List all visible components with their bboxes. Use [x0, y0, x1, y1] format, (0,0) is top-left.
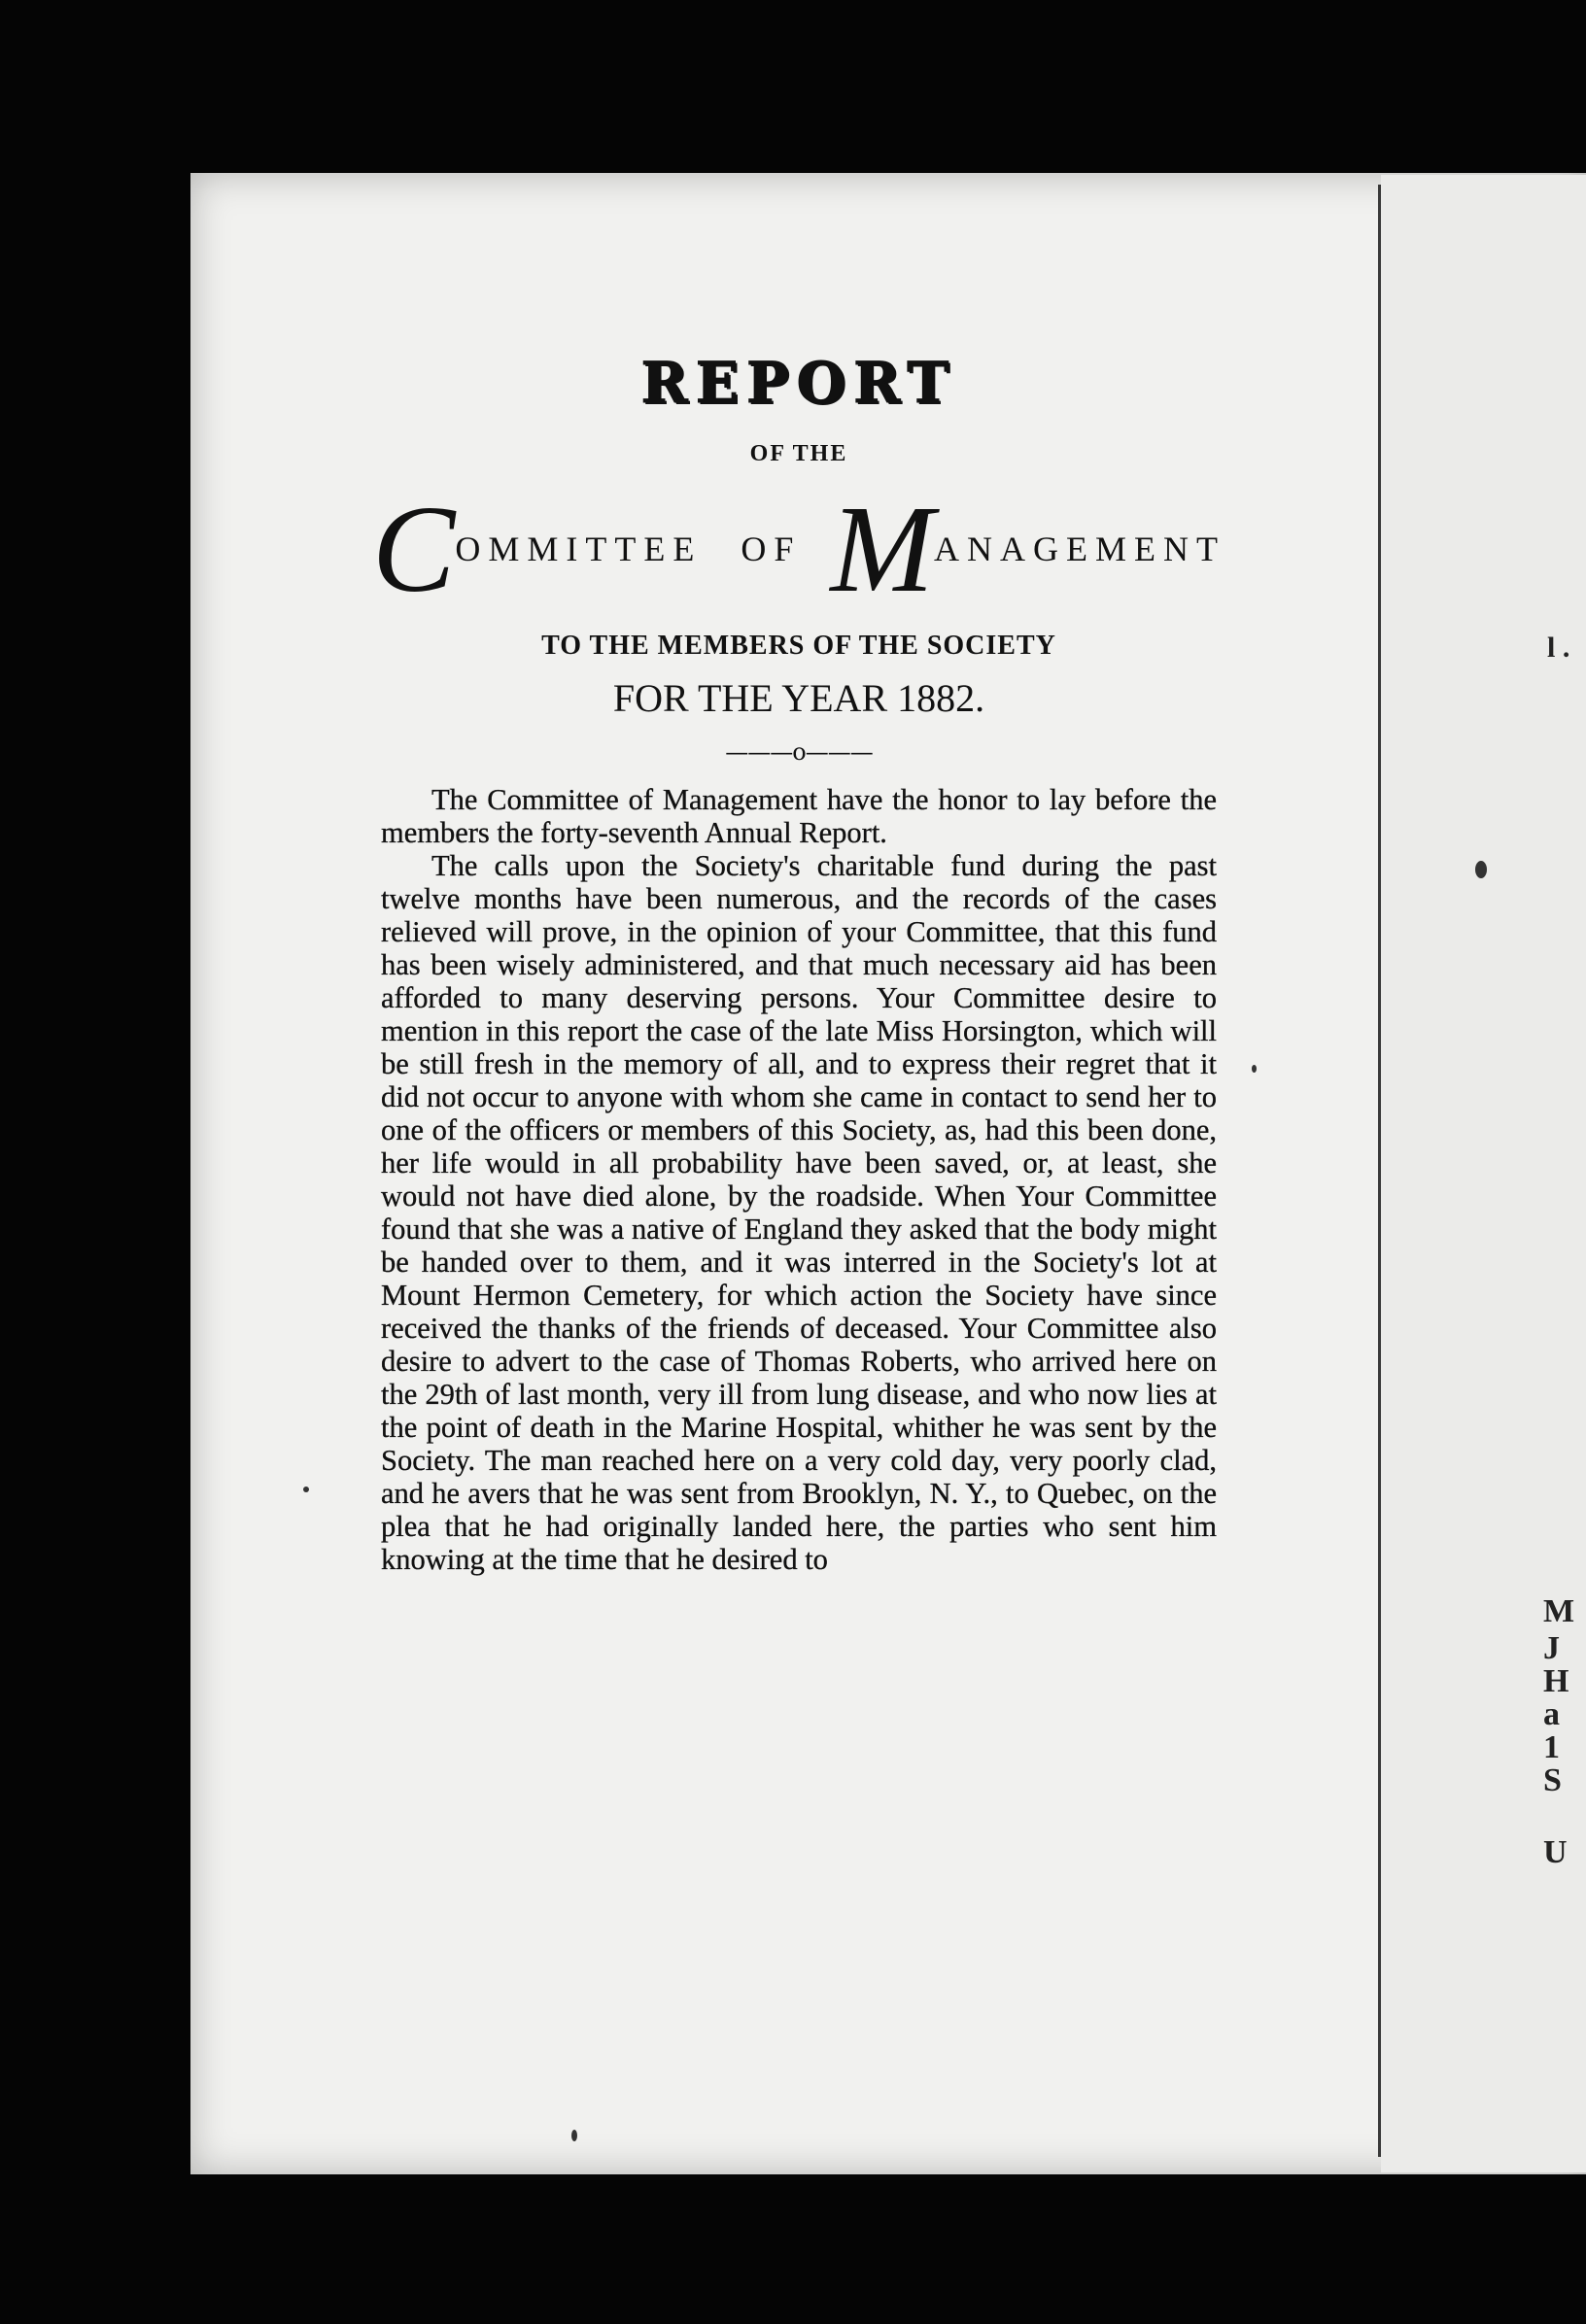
report-body	[381, 783, 1217, 1576]
adjacent-page-fragment: H	[1543, 1663, 1569, 1699]
committee-heading	[372, 480, 1225, 618]
adjacent-page-fragment: S	[1543, 1762, 1562, 1798]
section-divider: ———o———	[725, 738, 873, 766]
ink-speck	[1475, 861, 1487, 878]
adjacent-page-fragment: a	[1543, 1696, 1560, 1732]
adjacent-page-fragment: l .	[1547, 632, 1570, 664]
ink-speck	[1252, 1065, 1257, 1073]
management-word: ANAGEMENT	[934, 530, 1225, 568]
to-members-line: TO THE MEMBERS OF THE SOCIETY	[541, 631, 1056, 661]
ink-speck	[303, 1487, 309, 1492]
adjacent-page-fragment: M	[1543, 1593, 1575, 1629]
adjacent-page-fragment: J	[1543, 1630, 1560, 1666]
report-title: REPORT	[640, 350, 957, 416]
page-gutter	[1378, 185, 1381, 2157]
of-the-line: OF THE	[749, 441, 848, 466]
ornamental-capital-m: M	[830, 480, 935, 618]
paragraph: The Committee of Management have the honor to lay before the members the forty-seventh Annual Report.	[381, 783, 1217, 849]
adjacent-page-fragment: 1	[1543, 1729, 1560, 1765]
ink-speck	[571, 2130, 577, 2141]
ornamental-capital-c: C	[372, 480, 456, 618]
adjacent-page	[1381, 175, 1586, 2172]
adjacent-page-fragment: U	[1543, 1834, 1568, 1870]
committee-word: OMMITTEE	[455, 530, 703, 568]
of-word: OF	[741, 530, 802, 568]
paragraph: The calls upon the Society's charitable fund during the past twelve months have been numerous, and the records of the cases relieved will prove, in the opinion of your Committee, that this fund has been wisely administered, and that much necessary aid has been afforded to many deserving persons. Your Committee desire to mention in this report the case of the late Miss Horsington, which will be still fresh in the memory of all, and to express their regret that it did not occur to anyone with whom she came in contact to send her to one of the officers or members of this Society, as, had this been done, her life would in all probability have been saved, or, at least, she would not have died alone, by the roadside. When Your Committee found that she was a native of England they asked that the body might be handed over to them, and it was interred in the Society's lot at Mount Hermon Cemetery, for which action the Society have since received the thanks of the friends of deceased. Your Committee also desire to advert to the case of Thomas Roberts, who arrived here on the 29th of last month, very ill from lung disease, and who now lies at the point of death in the Marine Hospital, whither he was sent by the Society. The man reached here on a very cold day, very poorly clad, and he avers that he was sent from Brooklyn, N. Y., to Quebec, on the plea that he had originally landed here, the parties who sent him knowing at the time that he desired to	[381, 849, 1217, 1576]
report-text-column	[372, 350, 1225, 1576]
year-line: FOR THE YEAR 1882.	[612, 676, 985, 720]
